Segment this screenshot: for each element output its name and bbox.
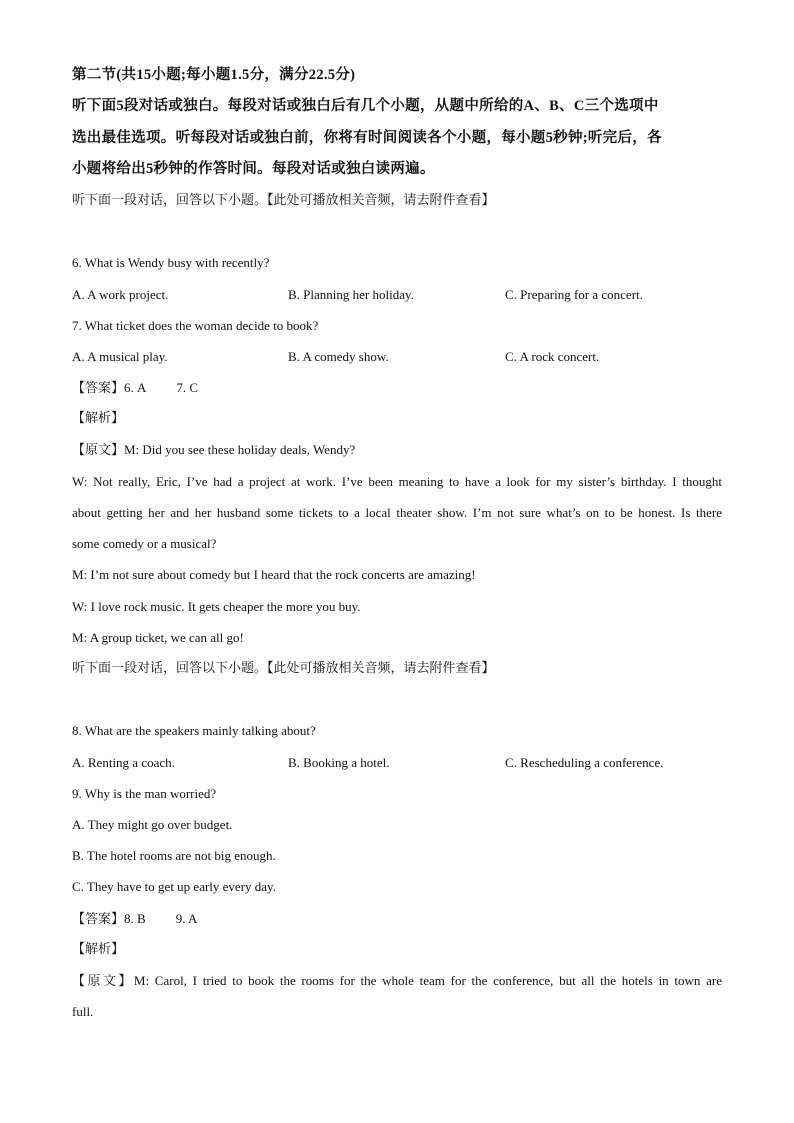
q7-option-c: C. A rock concert. xyxy=(505,349,600,364)
transcript-1-line-7: M: A group ticket, we can all go! xyxy=(72,630,244,645)
answer-q7: 7. C xyxy=(176,380,199,395)
q9-option-c: C. They have to get up early every day. xyxy=(72,879,276,894)
answer-line-1 xyxy=(72,379,198,398)
transcript-1-line-4: some comedy or a musical? xyxy=(72,536,217,551)
answer-label: 【答案】 xyxy=(72,912,125,927)
answer-q8: 8. B xyxy=(124,911,146,926)
q8-option-a: A. Renting a coach. xyxy=(72,755,175,770)
transcript-2-line-1: 【原文】M: Carol, I tried to book the rooms for the whole team for the conference, but all the hotels in town are xyxy=(72,973,722,988)
audio-note-1: 听下面一段对话，回答以下小题。【此处可播放相关音频，请去附件查看】 xyxy=(72,193,495,208)
analysis-label-2: 【解析】 xyxy=(72,942,125,957)
section-instruction-line-2: 选出最佳选项。听每段对话或独白前，你将有时间阅读各个小题，每小题5秒钟;听完后，各 xyxy=(72,130,662,146)
audio-note-2: 听下面一段对话，回答以下小题。【此处可播放相关音频，请去附件查看】 xyxy=(72,661,495,676)
transcript-2-line-2: full. xyxy=(72,1004,94,1019)
q8-option-b: B. Booking a hotel. xyxy=(288,755,390,770)
transcript-1-line-6: W: I love rock music. It gets cheaper the more you buy. xyxy=(72,599,361,614)
q7-option-b: B. A comedy show. xyxy=(288,349,389,364)
q6-option-c: C. Preparing for a concert. xyxy=(505,287,643,302)
question-8: 8. What are the speakers mainly talking about? xyxy=(72,723,316,738)
section-instruction-line-1: 听下面5段对话或独白。每段对话或独白后有几个小题，从题中所给的A、B、C三个选项中 xyxy=(72,98,659,114)
analysis-label-1: 【解析】 xyxy=(72,411,125,426)
question-7: 7. What ticket does the woman decide to book? xyxy=(72,318,319,333)
q7-option-a: A. A musical play. xyxy=(72,349,168,364)
question-6: 6. What is Wendy busy with recently? xyxy=(72,255,270,270)
q8-option-c: C. Rescheduling a conference. xyxy=(505,755,664,770)
q9-option-a: A. They might go over budget. xyxy=(72,817,233,832)
question-9: 9. Why is the man worried? xyxy=(72,786,217,801)
transcript-1-line-5: M: I’m not sure about comedy but I heard that the rock concerts are amazing! xyxy=(72,567,476,582)
answer-label: 【答案】 xyxy=(72,381,125,396)
answer-line-2 xyxy=(72,910,197,929)
q6-option-b: B. Planning her holiday. xyxy=(288,287,414,302)
transcript-1-line-2: W: Not really, Eric, I’ve had a project at work. I’ve been meaning to have a look for my sister’s birthday. I thought xyxy=(72,474,722,489)
answer-q6: 6. A xyxy=(124,380,147,395)
section-title: 第二节(共15小题;每小题1.5分，满分22.5分) xyxy=(72,67,356,83)
transcript-1-line-1: 【原文】M: Did you see these holiday deals, Wendy? xyxy=(72,442,356,457)
answer-q9: 9. A xyxy=(175,911,198,926)
transcript-1-line-3: about getting her and her husband some tickets to a local theater show. I’m not sure what’s on to be honest. Is there xyxy=(72,505,722,520)
q6-option-a: A. A work project. xyxy=(72,287,169,302)
section-instruction-line-3: 小题将给出5秒钟的作答时间。每段对话或独白读两遍。 xyxy=(72,161,435,177)
q9-option-b: B. The hotel rooms are not big enough. xyxy=(72,848,276,863)
